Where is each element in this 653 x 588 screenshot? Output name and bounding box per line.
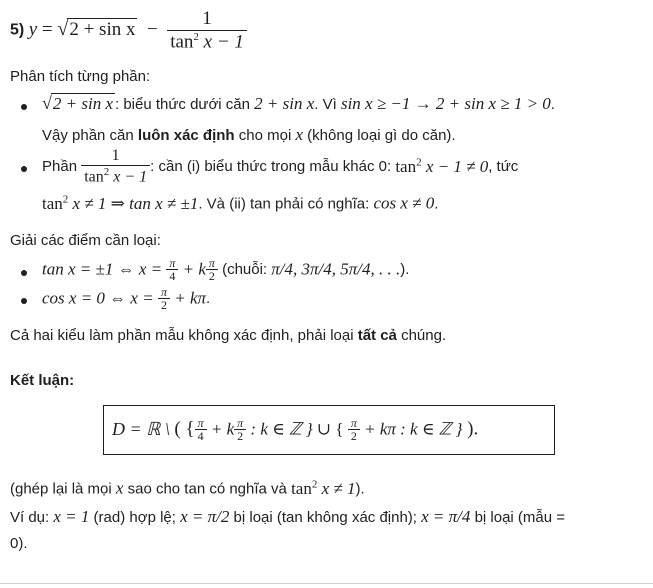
problem-number: 5) (10, 21, 25, 39)
title-eq: = (41, 19, 53, 41)
title-fraction: $\frac{1}{\tan^2 x - 1}$ (167, 8, 247, 53)
fraction-pi-2: $\frac{\pi}{2}$ (234, 417, 246, 442)
both-kinds-text: Cả hai kiểu làm phần mẫu không xác định, phải loại tất cả chúng. (10, 327, 447, 344)
bullet2-line1: Phần $\frac{1}{\tan^2 x - 1}$ : cần (i) biểu thức trong mẫu khác 0: $\tan^2 x - 1 \ne 0$, tức (42, 147, 519, 186)
bullet3-line: tan x = ±1 ⇔ x = $\frac{\pi}{4}$ + k $\frac{\pi}{2}$ (chuỗi: π/4, 3π/4, 5π/4, . . .). (42, 256, 410, 283)
bullet1-line2: Vậy phần căn luôn xác định cho mọi x (không loại gì do căn). (42, 125, 456, 144)
fraction-pi-2: $\frac{\pi}{2}$ (158, 286, 170, 311)
fraction-pi-2: $\frac{\pi}{2}$ (206, 257, 218, 282)
bullet-dot (21, 166, 27, 172)
domain-result: D = ℝ \ ( { $\frac{\pi}{4}$ + k $\frac{\pi}{2}$ : k ∈ ℤ } ∪ { $\frac{\pi}{2}$ + kπ : k ∈ ℤ } ). (112, 416, 479, 443)
bullet2-fraction: $\frac{1}{\tan^2 x - 1}$ (81, 147, 150, 186)
problem-title (10, 8, 247, 53)
bullet-dot (21, 298, 27, 304)
bullet1-line1: √2 + sin x : biểu thức dưới căn 2 + sin x. Vì sin x ≥ −1 → 2 + sin x ≥ 1 > 0. (42, 93, 555, 113)
combined-note: (ghép lại là mọi x sao cho tan có nghĩa và $\tan^2 x \ne 1$). (10, 478, 365, 498)
exclusion-heading: Giải các điểm cần loại: (10, 232, 161, 249)
title-minus: − (146, 19, 158, 41)
bullet-dot (21, 104, 27, 110)
analysis-heading: Phân tích từng phần: (10, 68, 151, 85)
bottom-divider (0, 583, 653, 584)
example-line1: Ví dụ: x = 1 (rad) hợp lệ; x = π/2 bị loại (tan không xác định); x = π/4 bị loại (mẫu = (10, 507, 566, 526)
bullet4-line: cos x = 0 ⇔ x = $\frac{\pi}{2}$ + kπ. (42, 285, 211, 312)
conclusion-heading: Kết luận: (10, 372, 75, 389)
fraction-pi-2: $\frac{\pi}{2}$ (348, 417, 360, 442)
bullet1-sqrt: √2 + sin x (42, 93, 113, 113)
title-lhs: y (28, 19, 38, 41)
fraction-pi-4: $\frac{\pi}{4}$ (195, 417, 207, 442)
bullet-dot (21, 270, 27, 276)
bullet2-line2: $\tan^2 x \ne 1$ ⇒ tan x ≠ ±1. Và (ii) tan phải có nghĩa: cos x ≠ 0. (42, 193, 439, 213)
title-sqrt: √2 + sin x (57, 18, 136, 41)
fraction-pi-4: $\frac{\pi}{4}$ (166, 257, 178, 282)
example-line2: 0). (10, 535, 28, 552)
